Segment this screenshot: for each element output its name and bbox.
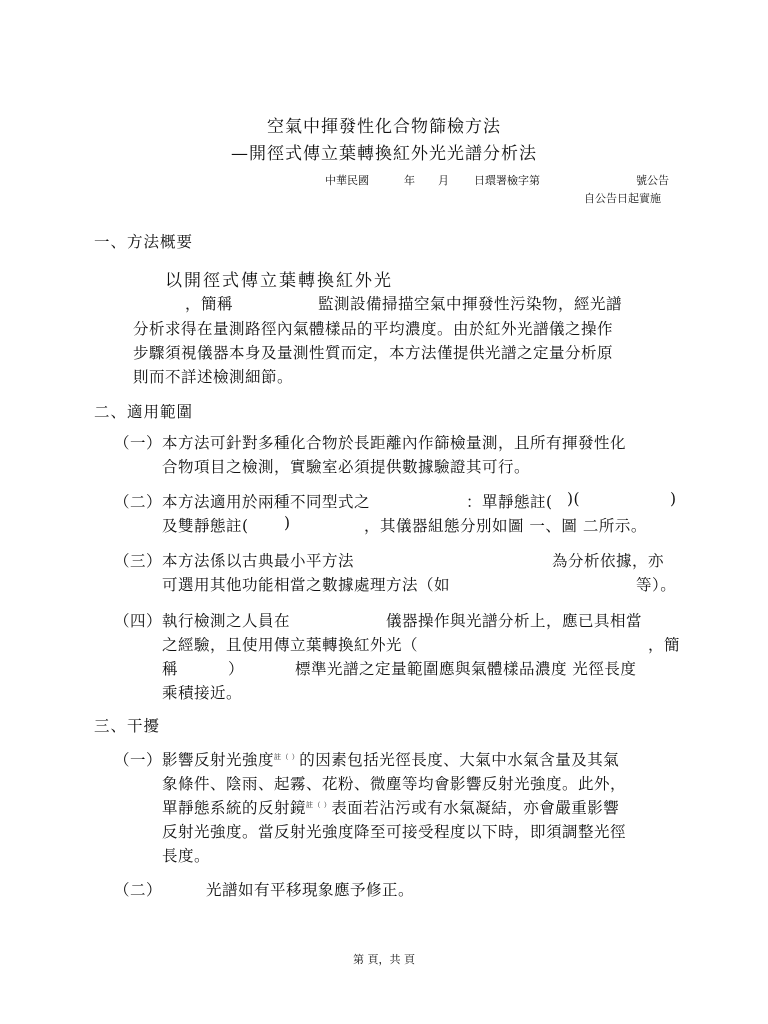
footnote-marker: 註（ ） — [274, 752, 300, 761]
document-title: 空氣中揮發性化合物篩檢方法 — [267, 117, 501, 137]
section-2-item-4-line2b: ，簡 — [648, 636, 681, 654]
section-1-line1b: 監測設備掃描空氣中揮發性污染物，經光譜 — [318, 295, 623, 313]
section-2-item-1-line1: 本方法可針對多種化合物於長距離內作篩檢量測，且所有揮發性化 — [162, 434, 627, 452]
section-3-item-2-line1: 光譜如有平移現象應予修正。 — [206, 881, 415, 899]
section-1-line0: 以開徑式傳立葉轉換紅外光 — [165, 271, 393, 291]
section-2-item-2-line1a: 本方法適用於兩種不同型式之 — [162, 493, 371, 511]
section-2-item-2-line1d: ) — [670, 490, 677, 508]
announcement-effective: 自公告日起實施 — [584, 192, 661, 205]
section-3-item-1-line4: 反射光強度。當反射光強度降至可接受程度以下時，即須調整光徑 — [162, 823, 627, 841]
announcement-month: 月 — [438, 174, 449, 187]
announcement-doc: 日環署檢字第 — [474, 174, 540, 187]
section-2-item-2-line2a: 及雙靜態註( — [162, 517, 249, 535]
section-2-item-4-line3b: ） — [228, 660, 245, 678]
section-3-item-1-line5: 長度。 — [162, 847, 211, 865]
section-1-line1a: ，簡稱 — [185, 295, 234, 313]
section-3-item-2-number: （二） — [114, 881, 163, 899]
section-1-heading: 一、方法概要 — [94, 233, 194, 251]
section-2-item-4-line1a: 執行檢測之人員在 — [162, 612, 291, 630]
section-2-item-3-line2b: 等）。 — [636, 576, 677, 594]
section-3-item-1-line1a: 影響反射光強度 — [162, 751, 275, 769]
section-2-item-3-line1b: 為分析依據，亦 — [552, 552, 665, 570]
section-3-item-1-line2: 象條件、陰雨、起霧、花粉、微塵等均會影響反射光強度。此外， — [162, 775, 627, 793]
page-footer: 第 頁，共 頁 — [353, 953, 415, 966]
section-2-item-2-line1c: )( — [567, 490, 581, 508]
announcement-year: 年 — [404, 174, 415, 187]
section-3-item-1-line1b: 的因素包括光徑長度、大氣中水氣含量及其氣 — [299, 751, 620, 769]
section-2-item-4-line1b: 儀器操作與光譜分析上，應已具相當 — [386, 612, 643, 630]
section-2-item-1-number: （一） — [114, 434, 163, 452]
footnote-marker: 註（ ） — [306, 800, 332, 809]
section-3-heading: 三、干擾 — [94, 717, 161, 735]
announcement-number: 號公告 — [636, 174, 669, 187]
section-1-line4: 則而不詳述檢測細節。 — [133, 368, 294, 386]
section-3-item-1-line3a: 單靜態系統的反射鏡 — [162, 799, 307, 817]
section-2-item-3-line2a: 可選用其他功能相當之數據處理方法（如 — [162, 576, 451, 594]
document-subtitle: —開徑式傳立葉轉換紅外光光譜分析法 — [231, 144, 537, 164]
section-1-line3: 步驟須視儀器本身及量測性質而定，本方法僅提供光譜之定量分析原 — [133, 344, 614, 362]
section-3-item-1-line3 — [162, 796, 619, 818]
announcement-roc: 中華民國 — [325, 174, 369, 187]
section-2-item-1-line2: 合物項目之檢測，實驗室必須提供數據驗證其可行。 — [162, 458, 531, 476]
section-2-heading: 二、適用範圍 — [94, 403, 194, 421]
section-2-item-3-line1a: 本方法係以古典最小平方法 — [162, 552, 355, 570]
section-2-item-3-number: （三） — [114, 552, 163, 570]
section-2-item-2-line2c: ，其儀器組態分別如圖 一、圖 二所示。 — [364, 517, 647, 535]
section-2-item-2-line2b: ) — [284, 514, 291, 532]
section-2-item-4-line2a: 之經驗，且使用傳立葉轉換紅外光（ — [162, 636, 419, 654]
section-2-item-4-line4: 乘積接近。 — [162, 684, 243, 702]
section-1-line2: 分析求得在量測路徑內氣體樣品的平均濃度。由於紅外光譜儀之操作 — [133, 320, 614, 338]
section-2-item-2-number: （二） — [114, 493, 163, 511]
section-2-item-2-line1b: ：單靜態註( — [466, 493, 553, 511]
section-2-item-4-line3a: 稱 — [162, 660, 179, 678]
section-3-item-1-number: （一） — [114, 751, 163, 769]
section-3-item-1-line1 — [162, 748, 619, 770]
section-2-item-4-line3c: 標準光譜之定量範圍應與氣體樣品濃度 光徑長度 — [295, 660, 637, 678]
section-3-item-1-line3b: 表面若沾污或有水氣凝結，亦會嚴重影響 — [331, 799, 620, 817]
section-2-item-4-number: （四） — [114, 612, 163, 630]
